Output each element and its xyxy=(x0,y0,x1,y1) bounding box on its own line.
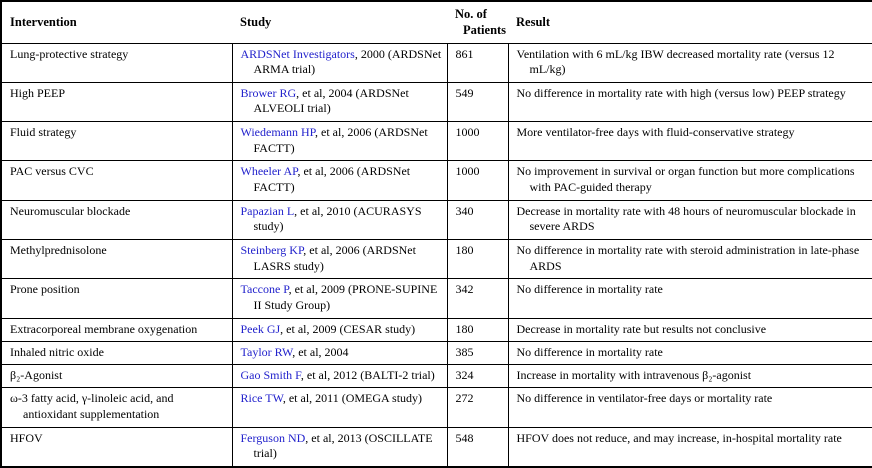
table-row xyxy=(1,427,872,467)
study-citation-text: , et al, 2009 (PRONE-SUPINE II Study Group) xyxy=(253,282,438,312)
table-row xyxy=(1,122,872,161)
study-author-link[interactable]: Taylor RW xyxy=(240,344,293,359)
result-cell: Decrease in mortality rate but results not conclusive xyxy=(508,318,872,341)
result-cell: No difference in mortality rate with steroid administration in late-phase ARDS xyxy=(508,239,872,278)
study-author-link[interactable]: ARDSNet Investigators xyxy=(240,46,355,61)
study-cell xyxy=(232,427,447,467)
intervention-cell: Neuromuscular blockade xyxy=(1,200,232,239)
study-cell xyxy=(232,122,447,161)
study-cell xyxy=(232,388,447,427)
intervention-cell: Lung-protective strategy xyxy=(1,43,232,82)
patients-cell: 1000 xyxy=(447,122,508,161)
column-header-label: Study xyxy=(240,15,272,30)
result-cell: No difference in mortality rate xyxy=(508,341,872,364)
study-cell xyxy=(232,341,447,364)
column-header-intervention xyxy=(1,1,232,43)
patients-cell: 1000 xyxy=(447,161,508,200)
patients-cell: 342 xyxy=(447,279,508,318)
intervention-cell: β₂-Agonist xyxy=(1,365,232,388)
intervention-cell: Prone position xyxy=(1,279,232,318)
intervention-cell: PAC versus CVC xyxy=(1,161,232,200)
intervention-cell: HFOV xyxy=(1,427,232,467)
column-header-label: Result xyxy=(516,15,551,30)
column-header-patients xyxy=(447,1,508,43)
patients-cell: 385 xyxy=(447,341,508,364)
patients-cell: 548 xyxy=(447,427,508,467)
study-author-link[interactable]: Papazian L xyxy=(240,203,295,218)
study-citation-text: , et al, 2009 (CESAR study) xyxy=(280,321,416,336)
result-cell: No difference in mortality rate xyxy=(508,279,872,318)
study-author-link[interactable]: Wiedemann HP xyxy=(240,125,316,140)
study-citation-text: , et al, 2006 (ARDSNet LASRS study) xyxy=(253,242,416,273)
table-row xyxy=(1,161,872,200)
study-author-link[interactable]: Gao Smith F xyxy=(240,368,301,383)
result-cell: No difference in ventilator-free days or mortality rate xyxy=(508,388,872,427)
study-author-link[interactable]: Ferguson ND xyxy=(240,430,306,445)
column-header-study xyxy=(232,1,447,43)
study-citation-text: , et al, 2004 xyxy=(292,344,349,359)
result-cell: More ventilator-free days with fluid-conservative strategy xyxy=(508,122,872,161)
table-header xyxy=(1,1,872,43)
study-citation-text: , et al, 2010 (ACURASYS study) xyxy=(253,203,422,234)
study-cell xyxy=(232,161,447,200)
study-cell xyxy=(232,318,447,341)
study-cell xyxy=(232,279,447,318)
result-cell: No improvement in survival or organ function but more complications with PAC-guided therapy xyxy=(508,161,872,200)
result-cell: No difference in mortality rate with high (versus low) PEEP strategy xyxy=(508,82,872,121)
study-cell xyxy=(232,43,447,82)
intervention-cell: Inhaled nitric oxide xyxy=(1,341,232,364)
study-citation-text: , et al, 2011 (OMEGA study) xyxy=(282,391,423,406)
study-author-link[interactable]: Brower RG xyxy=(240,85,297,100)
patients-cell: 272 xyxy=(447,388,508,427)
study-citation-text: , et al, 2006 (ARDSNet FACTT) xyxy=(253,164,411,194)
patients-cell: 340 xyxy=(447,200,508,239)
table-row xyxy=(1,341,872,364)
patients-cell: 324 xyxy=(447,365,508,388)
table-row xyxy=(1,43,872,82)
study-citation-text: , et al, 2013 (OSCILLATE trial) xyxy=(253,430,433,461)
column-header-label: No. of Patients xyxy=(455,7,507,38)
patients-cell: 549 xyxy=(447,82,508,121)
table-row xyxy=(1,200,872,239)
intervention-cell: Fluid strategy xyxy=(1,122,232,161)
intervention-cell: Extracorporeal membrane oxygenation xyxy=(1,318,232,341)
table-row xyxy=(1,365,872,388)
patients-cell: 180 xyxy=(447,239,508,278)
study-citation-text: , et al, 2004 (ARDSNet ALVEOLI trial) xyxy=(253,85,409,116)
study-cell xyxy=(232,239,447,278)
header-row xyxy=(1,1,872,43)
result-cell: Increase in mortality with intravenous β₂-agonist xyxy=(508,365,872,388)
table-row xyxy=(1,82,872,121)
study-author-link[interactable]: Peek GJ xyxy=(240,321,281,336)
intervention-cell: ω-3 fatty acid, γ-linoleic acid, and antioxidant supplementation xyxy=(1,388,232,427)
study-cell xyxy=(232,82,447,121)
study-author-link[interactable]: Steinberg KP xyxy=(240,242,304,257)
patients-cell: 861 xyxy=(447,43,508,82)
study-author-link[interactable]: Taccone P xyxy=(240,282,289,297)
result-cell: Ventilation with 6 mL/kg IBW decreased mortality rate (versus 12 mL/kg) xyxy=(508,43,872,82)
study-author-link[interactable]: Wheeler AP xyxy=(240,164,298,179)
intervention-cell: High PEEP xyxy=(1,82,232,121)
table-row xyxy=(1,239,872,278)
study-citation-text: , 2000 (ARDSNet ARMA trial) xyxy=(253,46,442,77)
study-cell xyxy=(232,365,447,388)
table-row xyxy=(1,318,872,341)
column-header-label: Intervention xyxy=(10,15,77,30)
study-citation-text: , et al, 2006 (ARDSNet FACTT) xyxy=(253,125,428,155)
table-row xyxy=(1,388,872,427)
patients-cell: 180 xyxy=(447,318,508,341)
result-cell: Decrease in mortality rate with 48 hours of neuromuscular blockade in severe ARDS xyxy=(508,200,872,239)
table-row xyxy=(1,279,872,318)
column-header-result xyxy=(508,1,872,43)
study-cell xyxy=(232,200,447,239)
study-citation-text: , et al, 2012 (BALTI-2 trial) xyxy=(300,368,435,383)
result-cell: HFOV does not reduce, and may increase, in-hospital mortality rate xyxy=(508,427,872,467)
study-author-link[interactable]: Rice TW xyxy=(240,391,283,406)
table-body xyxy=(1,43,872,467)
intervention-cell: Methylprednisolone xyxy=(1,239,232,278)
